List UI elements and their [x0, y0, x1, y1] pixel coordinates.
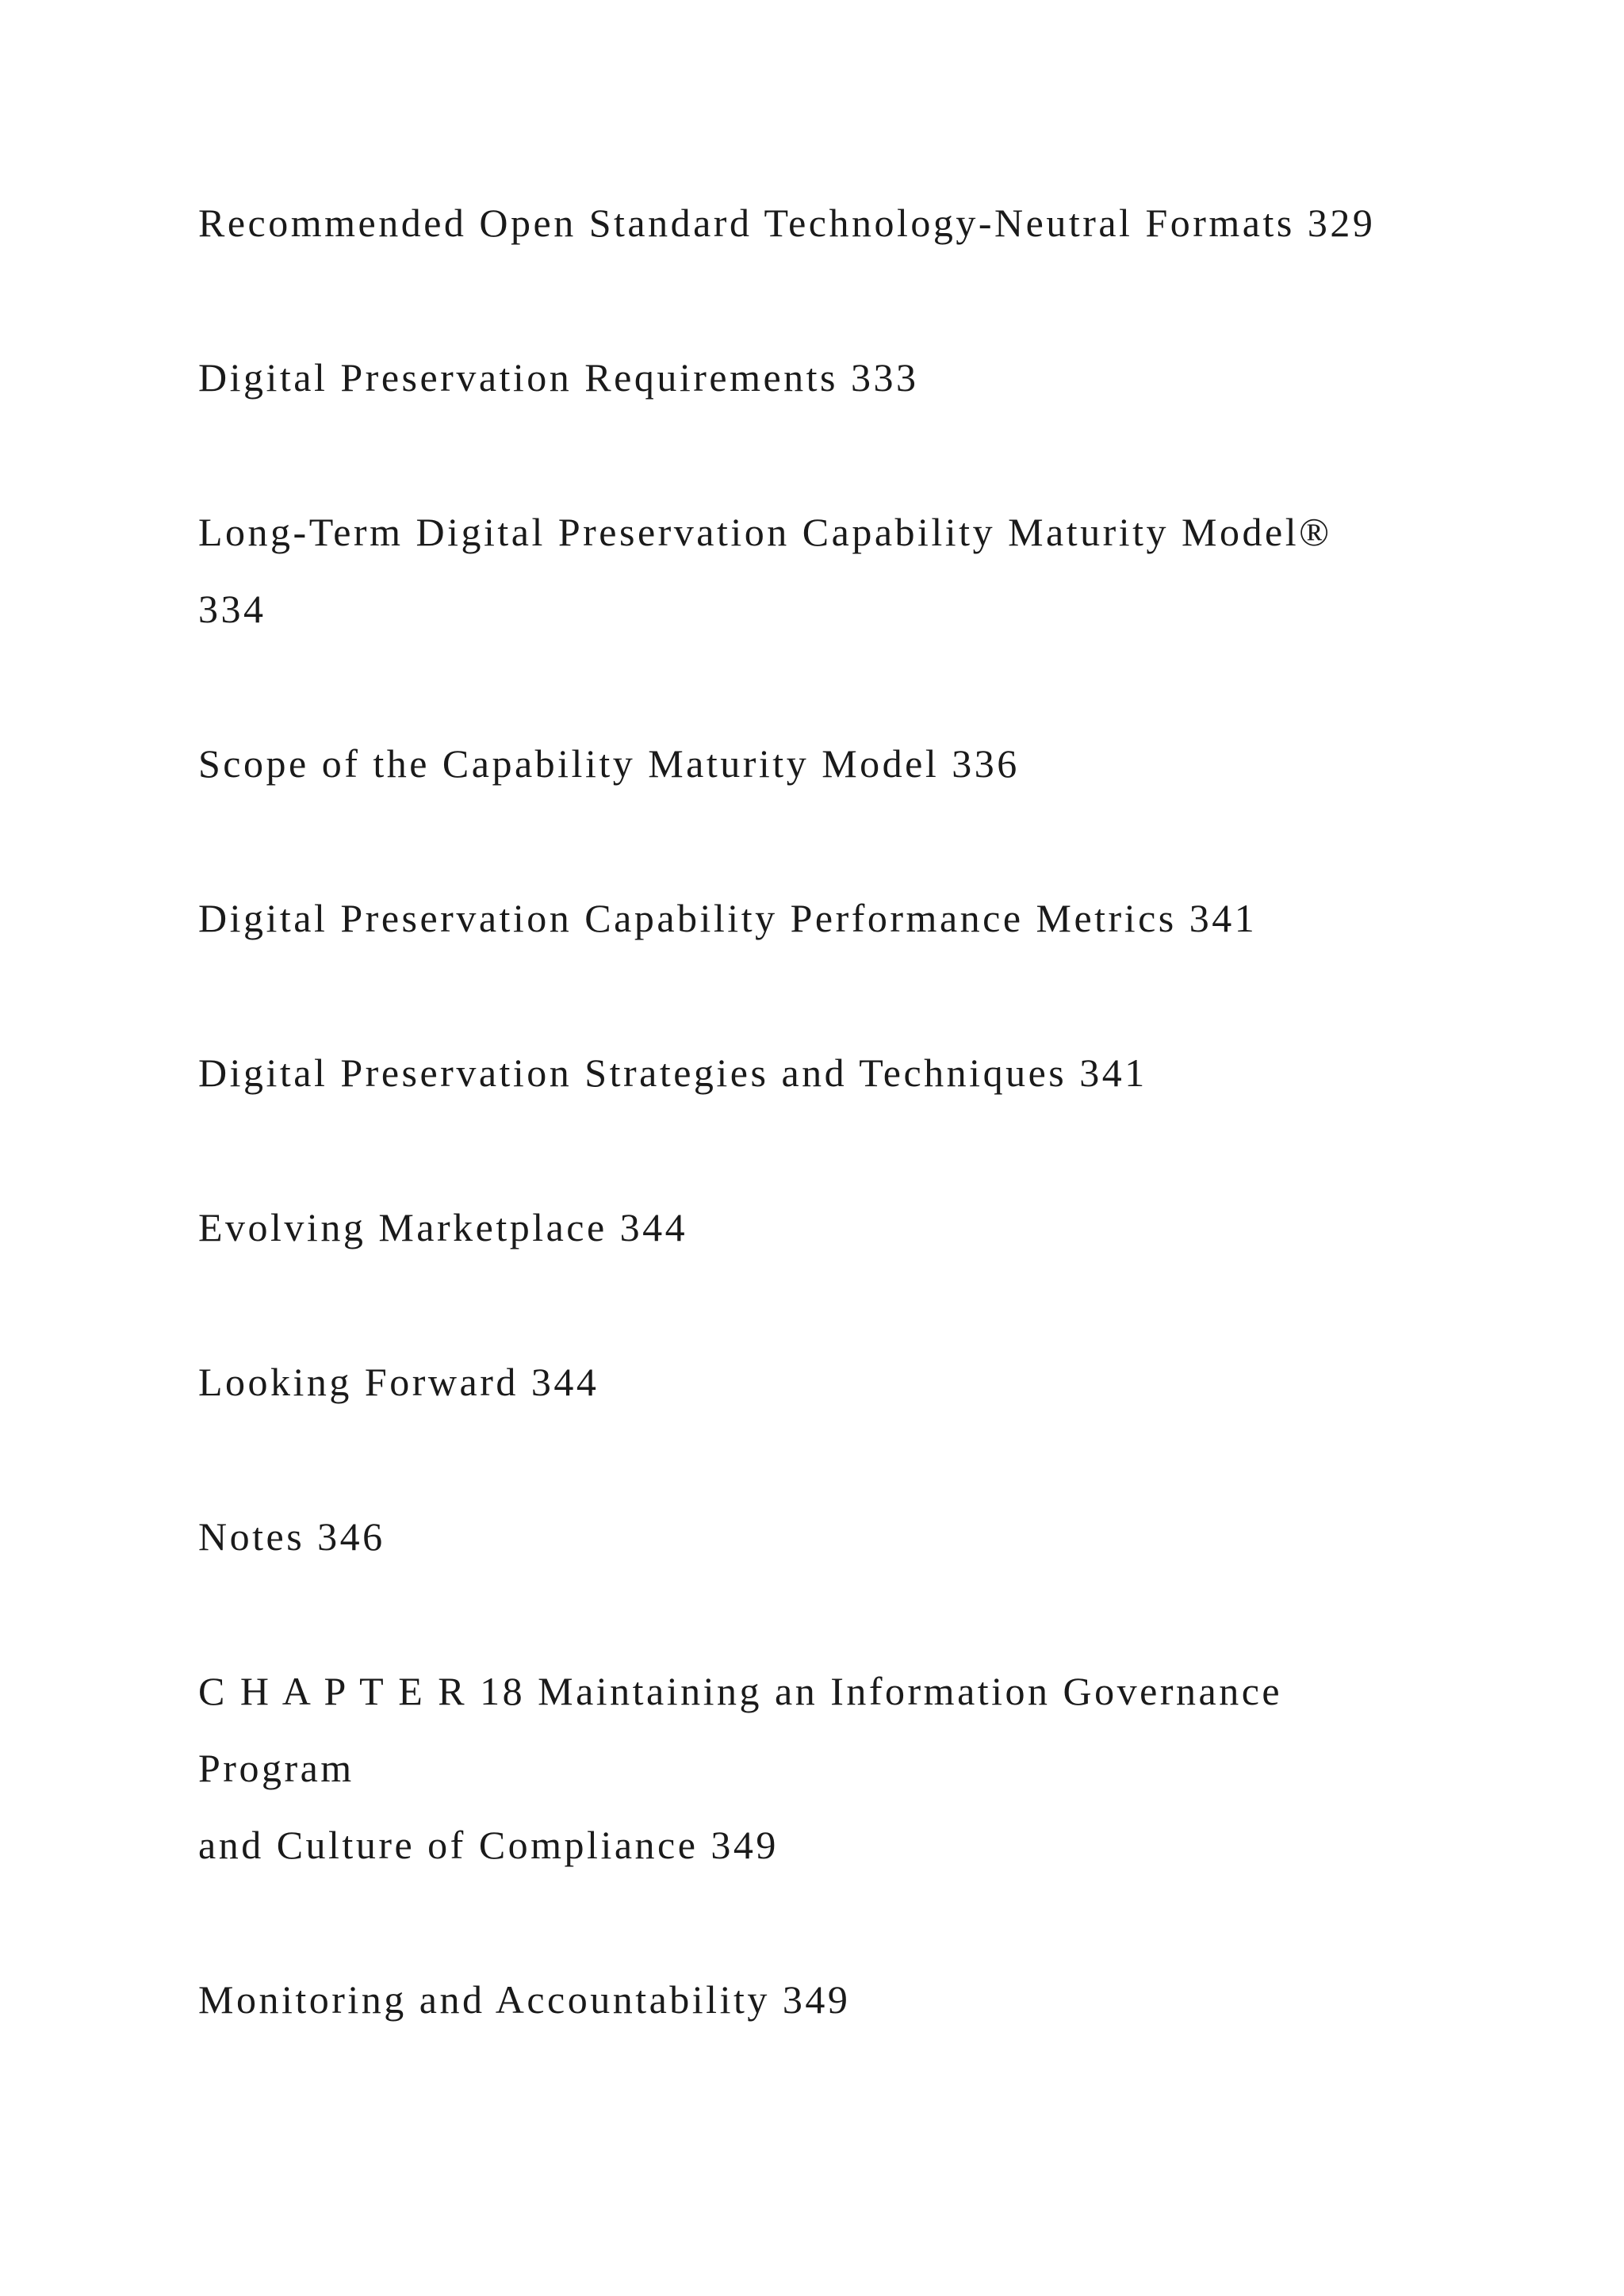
toc-line: Recommended Open Standard Technology-Neutral Formats 329: [198, 201, 1376, 245]
toc-line: 334: [198, 587, 266, 631]
toc-entry-chapter-18: [198, 1653, 1507, 1884]
toc-entry-marketplace: [198, 1189, 1507, 1266]
toc-line: Monitoring and Accountability 349: [198, 1977, 851, 2022]
toc-line: C H A P T E R 18 Maintaining an Information Governance: [198, 1669, 1283, 1713]
toc-line: Looking Forward 344: [198, 1360, 599, 1404]
toc-line: Evolving Marketplace 344: [198, 1205, 688, 1249]
toc-line: Program: [198, 1746, 354, 1790]
toc-line: Digital Preservation Requirements 333: [198, 355, 919, 400]
toc-line: Digital Preservation Strategies and Techniques 341: [198, 1050, 1147, 1095]
toc-line: Digital Preservation Capability Performance Metrics 341: [198, 896, 1258, 940]
toc-entry-notes: [198, 1498, 1507, 1575]
toc-line: Notes 346: [198, 1514, 385, 1559]
toc-entry-strategies: [198, 1035, 1507, 1112]
toc-entry-scope: [198, 725, 1507, 802]
toc-entry-monitoring: [198, 1961, 1507, 2038]
toc-entry-formats: [198, 185, 1507, 262]
toc-line: Long-Term Digital Preservation Capability Maturity Model®: [198, 510, 1332, 554]
toc-entry-maturity-model: [198, 494, 1507, 648]
toc-entry-looking-forward: [198, 1344, 1507, 1421]
toc-entry-performance-metrics: [198, 880, 1507, 957]
toc-line: and Culture of Compliance 349: [198, 1823, 779, 1867]
toc-line: Scope of the Capability Maturity Model 336: [198, 741, 1020, 786]
toc-entry-preservation-requirements: [198, 339, 1507, 416]
